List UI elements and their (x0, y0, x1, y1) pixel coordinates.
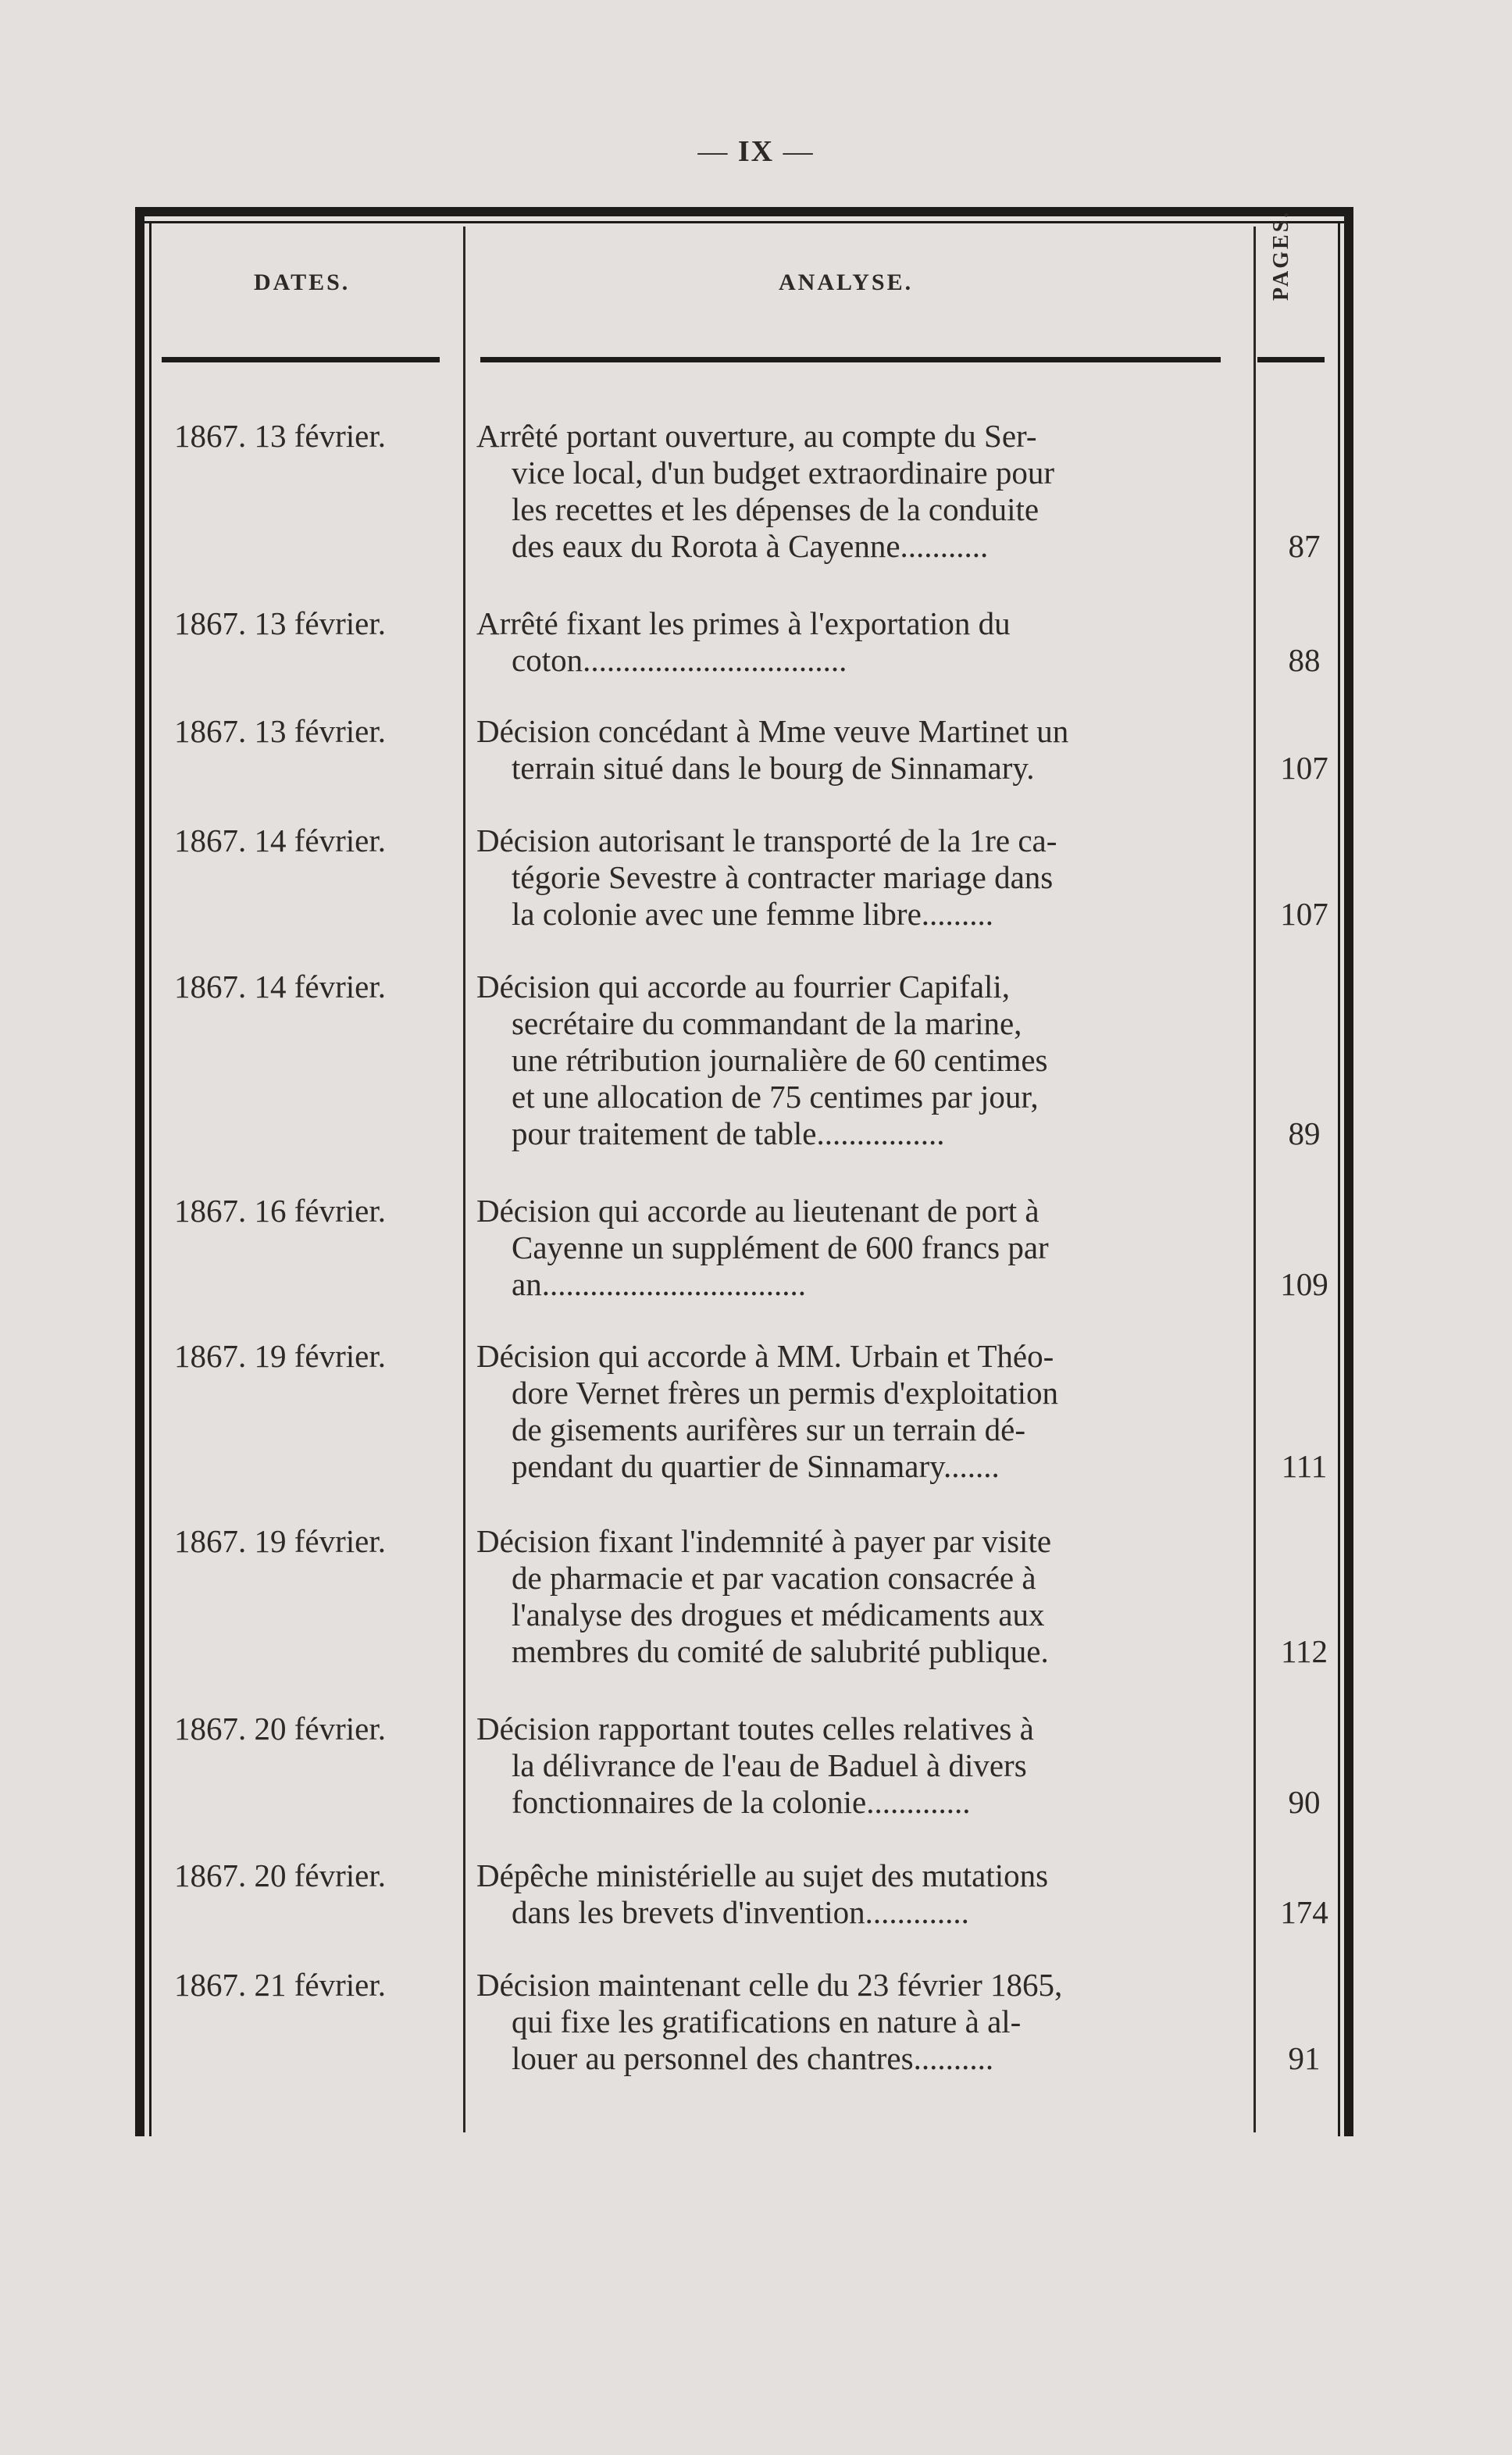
header-dates: DATES. (254, 269, 351, 295)
row-date: 1867. 21 février. (174, 1967, 386, 2003)
header-rule-dates (162, 357, 440, 362)
analysis-line: dore Vernet frères un permis d'exploitation (512, 1375, 1059, 1411)
table-top-border-inner (135, 221, 1344, 223)
analysis-line: Arrêté portant ouverture, au compte du Ser- (476, 418, 1037, 454)
analysis-line: Décision qui accorde à MM. Urbain et Théo- (476, 1338, 1054, 1374)
analysis-line: an................................. (512, 1266, 806, 1302)
row-analysis (476, 969, 1226, 1152)
row-page: 91 (1288, 2040, 1321, 2076)
row-date: 1867. 14 février. (174, 822, 386, 858)
analysis-line: qui fixe les gratifications en nature à al- (512, 2004, 1022, 2039)
analysis-line: secrétaire du commandant de la marine, (512, 1005, 1022, 1041)
table-left-border (135, 207, 144, 2136)
analysis-line: la colonie avec une femme libre......... (512, 896, 994, 932)
table-top-border (135, 207, 1344, 216)
row-page: 107 (1280, 896, 1328, 932)
analysis-line: terrain situé dans le bourg de Sinnamary. (512, 750, 1035, 786)
row-analysis (476, 1967, 1226, 2077)
analysis-line: les recettes et les dépenses de la conduite (512, 491, 1040, 527)
row-page: 107 (1280, 750, 1328, 786)
row-analysis (476, 1711, 1226, 1821)
column-divider-dates (463, 227, 465, 2132)
table-right-border-inner (1338, 221, 1340, 2136)
page-number-value: IX (737, 135, 775, 168)
analysis-line: coton................................. (512, 642, 847, 678)
analysis-line: membres du comité de salubrité publique. (512, 1633, 1049, 1669)
analysis-line: de pharmacie et par vacation consacrée à (512, 1560, 1036, 1596)
analysis-line: Décision qui accorde au lieutenant de port à (476, 1193, 1040, 1229)
register-table (144, 207, 1339, 2136)
table-right-border (1344, 207, 1353, 2136)
row-analysis (476, 418, 1226, 565)
row-page: 109 (1280, 1266, 1328, 1302)
analysis-line: de gisements aurifères sur un terrain dé- (512, 1411, 1026, 1447)
analysis-line: et une allocation de 75 centimes par jour, (512, 1079, 1039, 1115)
row-analysis (476, 1523, 1226, 1670)
row-date: 1867. 20 février. (174, 1711, 386, 1747)
row-page: 87 (1288, 528, 1321, 564)
analysis-line: Cayenne un supplément de 600 francs par (512, 1229, 1049, 1265)
row-analysis (476, 1193, 1226, 1303)
row-page: 88 (1288, 642, 1321, 678)
analysis-line: vice local, d'un budget extraordinaire pour (512, 455, 1055, 491)
row-analysis (476, 822, 1226, 933)
row-analysis (476, 1338, 1226, 1485)
row-page: 90 (1288, 1784, 1321, 1820)
row-date: 1867. 19 février. (174, 1338, 386, 1374)
analysis-line: des eaux du Rorota à Cayenne........... (512, 528, 989, 564)
header-rule-pages (1257, 357, 1325, 362)
row-analysis (476, 605, 1226, 679)
header-rule-analyse (480, 357, 1221, 362)
analysis-line: louer au personnel des chantres.......... (512, 2040, 994, 2076)
table-left-border-inner (149, 221, 152, 2136)
row-analysis (476, 713, 1226, 787)
analysis-line: pendant du quartier de Sinnamary....... (512, 1448, 1000, 1484)
analysis-line: Dépêche ministérielle au sujet des mutations (476, 1857, 1049, 1893)
analysis-line: Décision maintenant celle du 23 février 1865, (476, 1967, 1063, 2003)
analysis-line: Arrêté fixant les primes à l'exportation du (476, 605, 1011, 641)
row-page: 112 (1281, 1633, 1328, 1669)
header-pages: PAGES. (1269, 209, 1293, 301)
analysis-line: Décision autorisant le transporté de la 1re ca- (476, 822, 1057, 858)
row-analysis (476, 1857, 1226, 1931)
page-number (0, 134, 1512, 169)
analysis-line: Décision concédant à Mme veuve Martinet un (476, 713, 1069, 749)
analysis-line: Décision qui accorde au fourrier Capifali, (476, 969, 1011, 1004)
row-date: 1867. 16 février. (174, 1193, 386, 1229)
row-date: 1867. 20 février. (174, 1857, 386, 1893)
row-date: 1867. 14 février. (174, 969, 386, 1004)
row-page: 111 (1281, 1448, 1328, 1484)
page-number-dash-left: — (697, 135, 729, 168)
analysis-line: Décision fixant l'indemnité à payer par visite (476, 1523, 1052, 1559)
row-date: 1867. 19 février. (174, 1523, 386, 1559)
row-date: 1867. 13 février. (174, 713, 386, 749)
analysis-line: tégorie Sevestre à contracter mariage dans (512, 859, 1054, 895)
analysis-line: une rétribution journalière de 60 centimes (512, 1042, 1048, 1078)
row-date: 1867. 13 février. (174, 605, 386, 641)
column-divider-pages (1253, 227, 1256, 2132)
page-number-dash-right: — (783, 135, 815, 168)
row-page: 174 (1280, 1894, 1328, 1930)
row-date: 1867. 13 février. (174, 418, 386, 454)
analysis-line: l'analyse des drogues et médicaments aux (512, 1597, 1045, 1633)
analysis-line: pour traitement de table................ (512, 1115, 945, 1151)
analysis-line: fonctionnaires de la colonie............. (512, 1784, 971, 1820)
analysis-line: Décision rapportant toutes celles relatives à (476, 1711, 1034, 1747)
analysis-line: dans les brevets d'invention............. (512, 1894, 969, 1930)
row-page: 89 (1288, 1115, 1321, 1151)
header-analyse: ANALYSE. (779, 269, 914, 295)
analysis-line: la délivrance de l'eau de Baduel à divers (512, 1747, 1027, 1783)
